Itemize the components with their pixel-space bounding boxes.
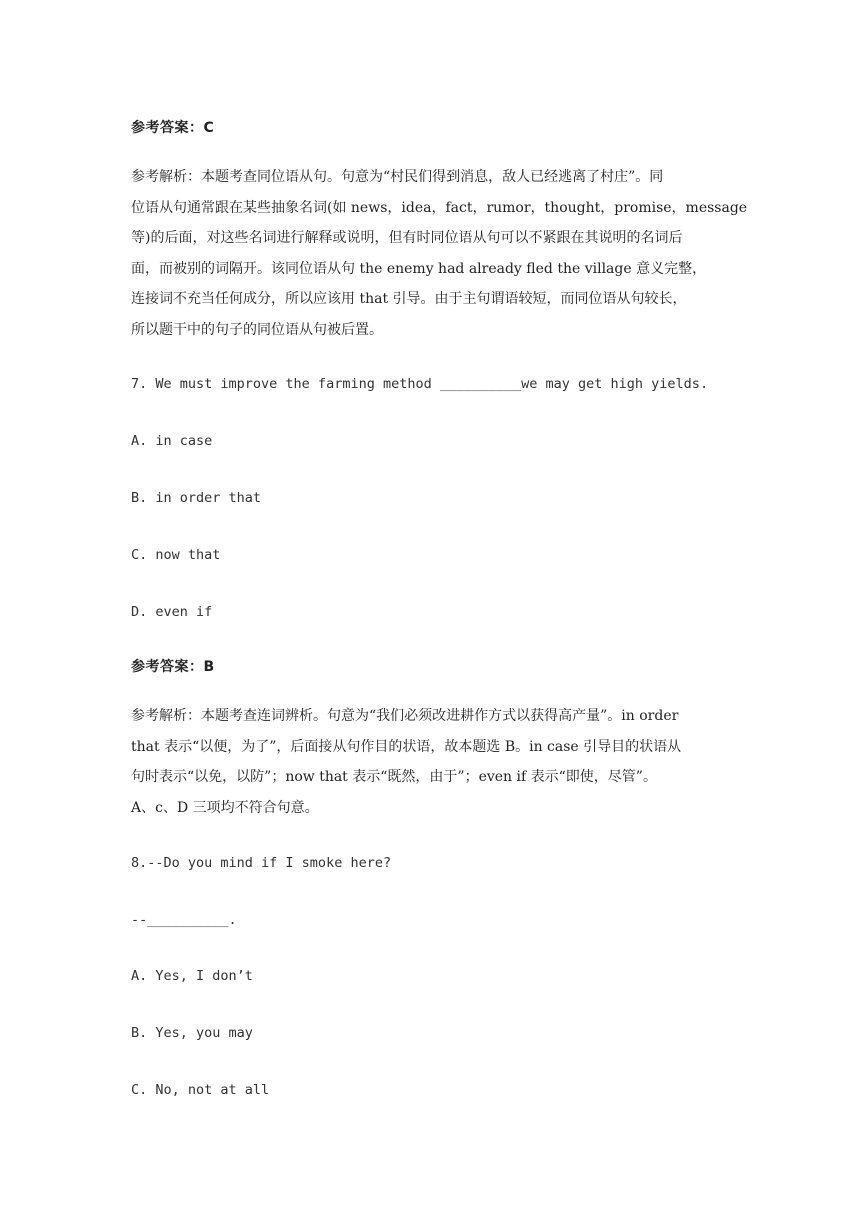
- analysis-line: 连接词不充当任何成分，所以应该用 that 引导。由于主句谓语较短，而同位语从句较长，: [131, 291, 687, 307]
- answer-label-q7: 参考答案：B: [131, 659, 215, 675]
- question-stem-q7: 7. We must improve the farming method __________we may get high yields.: [131, 376, 709, 392]
- answer-label-q6: 参考答案：C: [131, 120, 215, 136]
- analysis-line: 面，而被别的词隔开。该同位语从句 the enemy had already fled the village 意义完整，: [131, 260, 707, 277]
- analysis-line: 等)的后面，对这些名词进行解释或说明，但有时同位语从句可以不紧跟在其说明的名词后: [131, 230, 683, 246]
- option-c-q8: C. No, not at all: [131, 1082, 270, 1098]
- option-b-q7: B. in order that: [131, 490, 262, 506]
- option-c-q7: C. now that: [131, 547, 221, 563]
- analysis-line: 参考解析：本题考查连词辨析。句意为“我们必须改进耕作方式以获得高产量”。in order: [131, 708, 679, 724]
- analysis-line: 句时表示“以免，以防”；now that 表示“既然，由于”；even if 表示“即使，尽管”。: [131, 769, 657, 785]
- analysis-line: 位语从句通常跟在某些抽象名词(如 news，idea，fact，rumor，thought，promise，message: [131, 199, 748, 216]
- analysis-line: that 表示“以便，为了”，后面接从句作目的状语，故本题选 B。in case 引导目的状语从: [131, 738, 682, 755]
- question-stem-q8: 8.--Do you mind if I smoke here?: [131, 855, 392, 871]
- option-d-q7: D. even if: [131, 604, 213, 620]
- analysis-line: A、c、D 三项均不符合句意。: [131, 799, 319, 816]
- analysis-q7: [131, 701, 733, 823]
- analysis-line: 参考解析：本题考查同位语从句。句意为“村民们得到消息，敌人已经逃离了村庄”。同: [131, 169, 664, 185]
- analysis-q6: [131, 162, 748, 345]
- option-a-q8: A. Yes, I don’t: [131, 968, 253, 984]
- answer-blank-q8: --__________.: [131, 912, 237, 928]
- option-b-q8: B. Yes, you may: [131, 1025, 253, 1041]
- option-a-q7: A. in case: [131, 433, 213, 449]
- analysis-line: 所以题干中的句子的同位语从句被后置。: [131, 321, 383, 338]
